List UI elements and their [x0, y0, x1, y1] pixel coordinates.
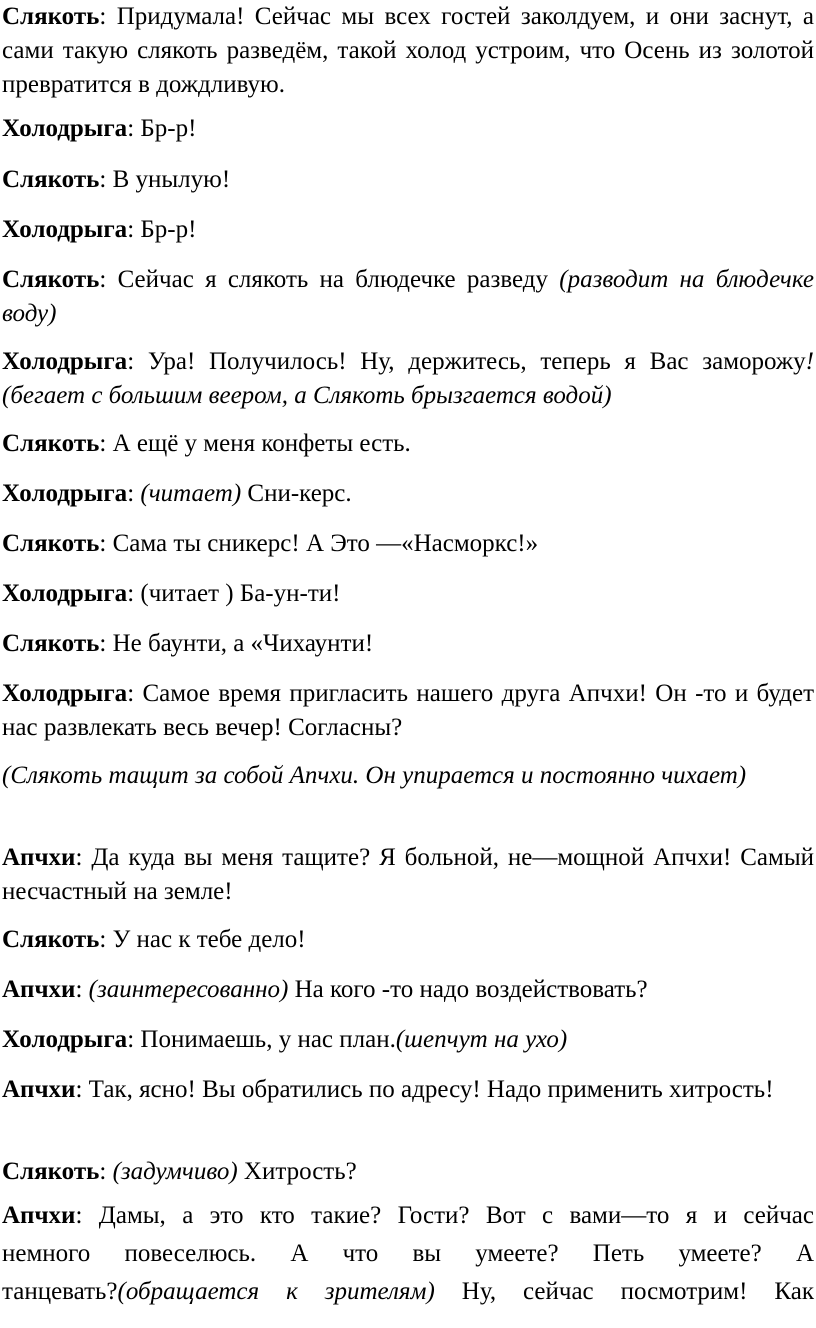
speaker-separator: : — [99, 1158, 113, 1185]
speaker-separator: : — [99, 630, 113, 657]
dialogue-paragraph — [2, 477, 814, 511]
speaker-name: Холодрыга — [2, 680, 128, 707]
dialogue-text: Так, ясно! Вы обратились по адресу! Надо применить хитрость! — [88, 1076, 774, 1103]
text-line — [2, 1197, 814, 1235]
dialogue-paragraph — [2, 163, 814, 197]
text-line — [2, 1273, 814, 1311]
speaker-separator: : — [127, 115, 141, 142]
dialogue-paragraph — [2, 427, 814, 461]
speaker-name: Слякоть — [2, 430, 100, 457]
dialogue-text: Сейчас я слякоть на блюдечке разведу — [117, 266, 560, 293]
dialogue-text: Сама ты сникерс! А Это —«Насморкс!» — [112, 530, 539, 557]
speaker-separator: : — [99, 166, 113, 193]
dialogue-text: Не баунти, а «Чихаунти! — [112, 630, 374, 657]
speaker-separator: : — [99, 430, 113, 457]
speaker-separator: : — [127, 1026, 141, 1053]
dialogue-text: : Дамы, а это кто такие? Гости? Вот с вами—то я и сейчас — [75, 1202, 814, 1229]
dialogue-text: немного повеселюсь. А что вы умеете? Петь умеете? А — [2, 1240, 814, 1267]
speaker-name: Слякоть — [2, 166, 100, 193]
dialogue-paragraph — [2, 112, 814, 146]
speaker-separator: : — [99, 926, 113, 953]
stage-remark: (разводит на блюдечке воду) — [2, 266, 814, 327]
dialogue-paragraph — [2, 0, 814, 102]
speaker-name: Апчхи — [2, 844, 76, 871]
speaker-name: Слякоть — [2, 3, 100, 30]
dialogue-text: На кого -то надо воздействовать? — [288, 976, 648, 1003]
speaker-separator: : — [99, 3, 117, 30]
speaker-name: Холодрыга — [2, 480, 128, 507]
speaker-name: Слякоть — [2, 926, 100, 953]
stage-direction — [2, 759, 814, 793]
speaker-name: Холодрыга — [2, 1026, 128, 1053]
dialogue-paragraph — [2, 345, 814, 413]
speaker-separator: : — [75, 976, 89, 1003]
speaker-name: Апчхи — [2, 1202, 76, 1229]
dialogue-text: Ура! Получилось! Ну, держитесь, теперь я Вас заморожу — [147, 348, 806, 375]
dialogue-text: Бр-р! — [140, 216, 197, 243]
speaker-separator: : — [99, 530, 113, 557]
dialogue-paragraph — [2, 213, 814, 247]
dialogue-paragraph — [2, 577, 814, 611]
speaker-name: Слякоть — [2, 630, 100, 657]
stage-remark: (Слякоть тащит за собой Апчхи. Он упирается и постоянно чихает) — [2, 762, 747, 789]
dialogue-text: В унылую! — [112, 166, 231, 193]
dialogue-text: Бр-р! — [140, 115, 197, 142]
speaker-name: Слякоть — [2, 1158, 100, 1185]
dialogue-paragraph — [2, 1023, 814, 1057]
speaker-separator: : — [127, 348, 148, 375]
dialogue-paragraph — [2, 841, 814, 909]
dialogue-text: Хитрость? — [237, 1158, 357, 1185]
speaker-name: Слякоть — [2, 530, 100, 557]
dialogue-text: Ну, сейчас посмотрим! Как — [434, 1278, 814, 1305]
dialogue-text: Сни-керс. — [241, 480, 352, 507]
speaker-name: Холодрыга — [2, 580, 128, 607]
stage-remark: (заинтересованно) — [88, 976, 289, 1003]
dialogue-paragraph — [2, 527, 814, 561]
dialogue-text: Придумала! Сейчас мы всех гостей заколдуем, и они заснут, а сами такую слякоть разведём, такой холод устроим, что Осень из золотой превратится в дождливую. — [2, 3, 814, 98]
speaker-name: Апчхи — [2, 1076, 76, 1103]
dialogue-text: А ещё у меня конфеты есть. — [112, 430, 411, 457]
speaker-name: Холодрыга — [2, 115, 128, 142]
speaker-separator: : — [127, 216, 141, 243]
speaker-separator: : — [75, 844, 92, 871]
stage-remark: (обращается к зрителям) — [117, 1278, 435, 1305]
stage-remark: (шепчут на ухо) — [395, 1026, 568, 1053]
dialogue-paragraph-final — [2, 1197, 814, 1311]
speaker-name: Холодрыга — [2, 216, 128, 243]
speaker-separator: : — [127, 580, 141, 607]
dialogue-text: У нас к тебе дело! — [112, 926, 306, 953]
dialogue-paragraph — [2, 263, 814, 331]
dialogue-paragraph — [2, 1073, 814, 1107]
dialogue-text: танцевать? — [2, 1278, 118, 1305]
stage-remark: (задумчиво) — [112, 1158, 238, 1185]
speaker-name: Слякоть — [2, 266, 100, 293]
dialogue-text: (читает ) Ба-ун-ти! — [140, 580, 341, 607]
dialogue-paragraph — [2, 1155, 814, 1189]
speaker-separator: : — [75, 1076, 89, 1103]
dialogue-paragraph — [2, 677, 814, 745]
dialogue-paragraph — [2, 973, 814, 1007]
dialogue-paragraph — [2, 627, 814, 661]
dialogue-text: Самое время пригласить нашего друга Апчхи! Он -то и будет нас развлекать весь вечер! Согласны? — [2, 680, 814, 741]
speaker-name: Холодрыга — [2, 348, 128, 375]
speaker-separator: : — [99, 266, 118, 293]
speaker-separator: : — [127, 480, 141, 507]
stage-remark: (читает) — [140, 480, 242, 507]
speaker-separator: : — [127, 680, 143, 707]
stage-remark: !(бегает с большим веером, а Слякоть брызгается водой) — [2, 348, 814, 409]
text-line — [2, 1235, 814, 1273]
dialogue-text: Да куда вы меня тащите? Я больной, не—мощной Апчхи! Самый несчастный на земле! — [2, 844, 814, 905]
dialogue-paragraph — [2, 923, 814, 957]
speaker-name: Апчхи — [2, 976, 76, 1003]
dialogue-text: Понимаешь, у нас план. — [140, 1026, 396, 1053]
